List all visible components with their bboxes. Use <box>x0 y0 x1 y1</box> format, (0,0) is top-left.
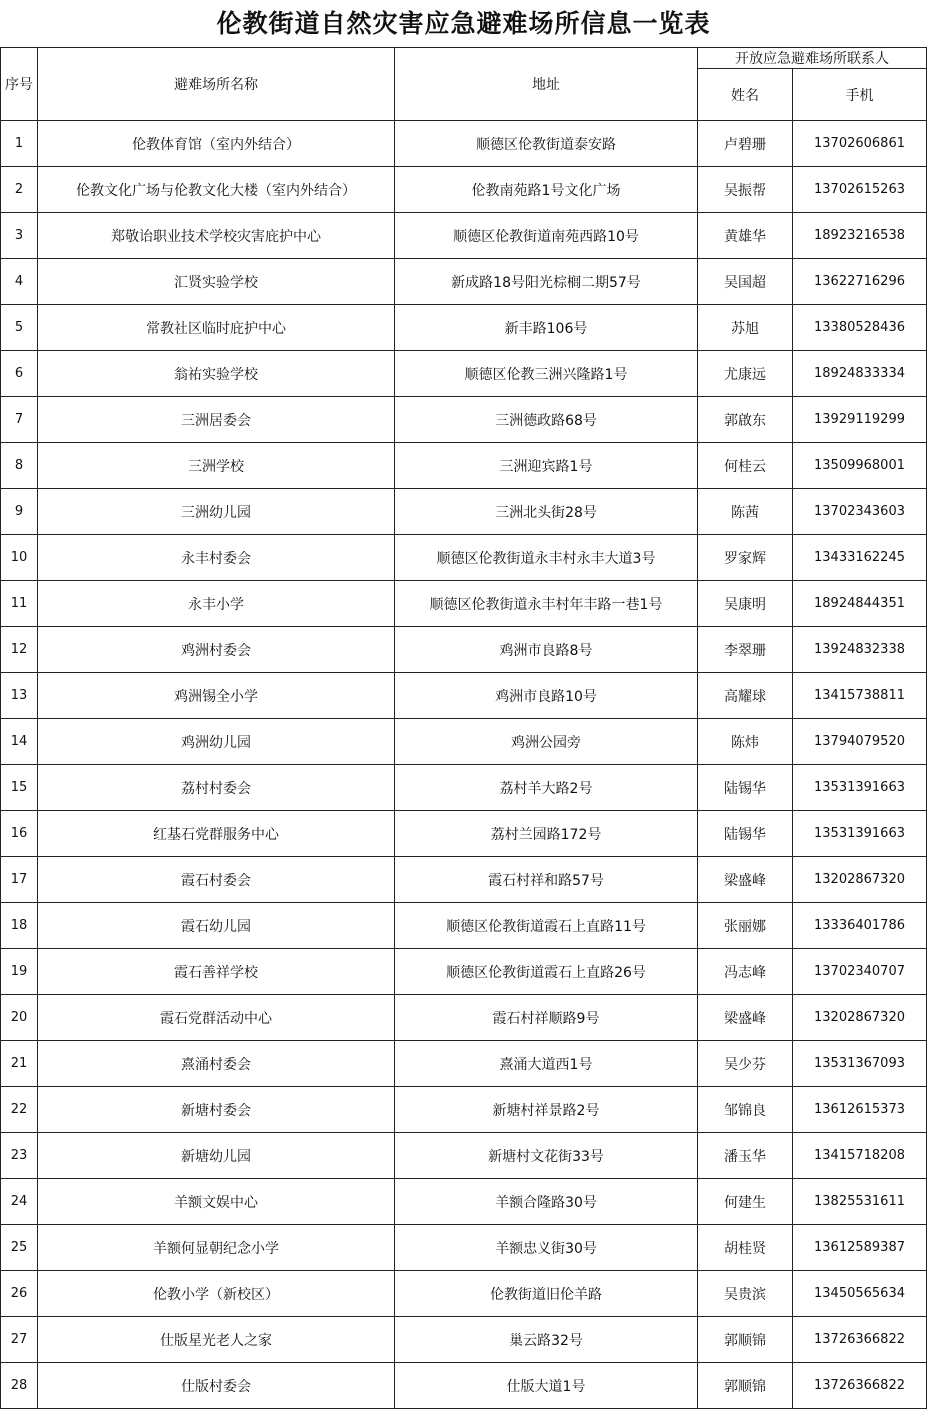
contact-phone: 13531367093 <box>793 1041 927 1087</box>
contact-phone: 13924832338 <box>793 627 927 673</box>
shelter-table <box>0 47 927 1409</box>
table-row <box>1 121 927 167</box>
table-row <box>1 949 927 995</box>
contact-phone: 13612589387 <box>793 1225 927 1271</box>
table-row <box>1 857 927 903</box>
shelter-address: 巢云路32号 <box>395 1317 698 1363</box>
contact-phone: 13794079520 <box>793 719 927 765</box>
header-name: 避难场所名称 <box>38 48 395 121</box>
row-index: 20 <box>1 995 38 1041</box>
row-index: 3 <box>1 213 38 259</box>
shelter-address: 新成路18号阳光棕榈二期57号 <box>395 259 698 305</box>
shelter-address: 顺德区伦教三洲兴隆路1号 <box>395 351 698 397</box>
shelter-address: 新塘村祥景路2号 <box>395 1087 698 1133</box>
table-row <box>1 443 927 489</box>
table-row <box>1 673 927 719</box>
row-index: 9 <box>1 489 38 535</box>
row-index: 1 <box>1 121 38 167</box>
table-row <box>1 719 927 765</box>
shelter-address: 三洲迎宾路1号 <box>395 443 698 489</box>
table-row <box>1 995 927 1041</box>
table-row <box>1 627 927 673</box>
table-row <box>1 1041 927 1087</box>
shelter-name: 郑敬诒职业技术学校灾害庇护中心 <box>38 213 395 259</box>
contact-name: 吴国超 <box>698 259 793 305</box>
shelter-name: 霞石村委会 <box>38 857 395 903</box>
row-index: 6 <box>1 351 38 397</box>
contact-phone: 13702343603 <box>793 489 927 535</box>
shelter-name: 霞石幼儿园 <box>38 903 395 949</box>
contact-name: 吴康明 <box>698 581 793 627</box>
contact-name: 梁盛峰 <box>698 995 793 1041</box>
shelter-name: 三洲居委会 <box>38 397 395 443</box>
row-index: 13 <box>1 673 38 719</box>
table-row <box>1 535 927 581</box>
shelter-name: 三洲幼儿园 <box>38 489 395 535</box>
table-row <box>1 811 927 857</box>
shelter-address: 仕版大道1号 <box>395 1363 698 1409</box>
row-index: 25 <box>1 1225 38 1271</box>
contact-phone: 13726366822 <box>793 1317 927 1363</box>
shelter-name: 翁祐实验学校 <box>38 351 395 397</box>
shelter-address: 顺德区伦教街道南苑西路10号 <box>395 213 698 259</box>
contact-name: 黄雄华 <box>698 213 793 259</box>
row-index: 23 <box>1 1133 38 1179</box>
contact-phone: 13702340707 <box>793 949 927 995</box>
contact-name: 郭啟东 <box>698 397 793 443</box>
shelter-name: 霞石党群活动中心 <box>38 995 395 1041</box>
row-index: 4 <box>1 259 38 305</box>
contact-phone: 18924833334 <box>793 351 927 397</box>
shelter-name: 新塘幼儿园 <box>38 1133 395 1179</box>
contact-name: 胡桂贤 <box>698 1225 793 1271</box>
table-row <box>1 351 927 397</box>
table-row <box>1 581 927 627</box>
shelter-name: 伦教小学（新校区） <box>38 1271 395 1317</box>
shelter-address: 羊额忠义街30号 <box>395 1225 698 1271</box>
shelter-address: 鸡洲市良路8号 <box>395 627 698 673</box>
row-index: 5 <box>1 305 38 351</box>
shelter-name: 永丰小学 <box>38 581 395 627</box>
row-index: 24 <box>1 1179 38 1225</box>
table-row <box>1 1179 927 1225</box>
row-index: 21 <box>1 1041 38 1087</box>
contact-phone: 13415718208 <box>793 1133 927 1179</box>
contact-phone: 13702606861 <box>793 121 927 167</box>
contact-phone: 13612615373 <box>793 1087 927 1133</box>
row-index: 15 <box>1 765 38 811</box>
header-contact-name: 姓名 <box>698 69 793 121</box>
row-index: 28 <box>1 1363 38 1409</box>
shelter-address: 伦教街道旧伦羊路 <box>395 1271 698 1317</box>
contact-phone: 13929119299 <box>793 397 927 443</box>
row-index: 7 <box>1 397 38 443</box>
table-row <box>1 167 927 213</box>
shelter-address: 新丰路106号 <box>395 305 698 351</box>
contact-phone: 13202867320 <box>793 995 927 1041</box>
contact-name: 陆锡华 <box>698 811 793 857</box>
shelter-name: 常教社区临时庇护中心 <box>38 305 395 351</box>
shelter-name: 鸡洲锡全小学 <box>38 673 395 719</box>
contact-name: 梁盛峰 <box>698 857 793 903</box>
shelter-address: 顺德区伦教街道泰安路 <box>395 121 698 167</box>
shelter-name: 鸡洲村委会 <box>38 627 395 673</box>
shelter-name: 羊额何显朝纪念小学 <box>38 1225 395 1271</box>
table-row <box>1 305 927 351</box>
contact-name: 李翠珊 <box>698 627 793 673</box>
table-row <box>1 1087 927 1133</box>
table-row <box>1 765 927 811</box>
shelter-name: 红基石党群服务中心 <box>38 811 395 857</box>
shelter-address: 三洲德政路68号 <box>395 397 698 443</box>
shelter-name: 熹涌村委会 <box>38 1041 395 1087</box>
shelter-address: 荔村羊大路2号 <box>395 765 698 811</box>
row-index: 10 <box>1 535 38 581</box>
contact-name: 吴少芬 <box>698 1041 793 1087</box>
contact-name: 陈炜 <box>698 719 793 765</box>
shelter-address: 羊额合隆路30号 <box>395 1179 698 1225</box>
table-row <box>1 1225 927 1271</box>
contact-phone: 13336401786 <box>793 903 927 949</box>
table-row <box>1 1363 927 1409</box>
contact-phone: 18924844351 <box>793 581 927 627</box>
shelter-name: 伦教体育馆（室内外结合） <box>38 121 395 167</box>
shelter-name: 仕版村委会 <box>38 1363 395 1409</box>
shelter-address: 三洲北头街28号 <box>395 489 698 535</box>
header-contact-group: 开放应急避难场所联系人 <box>698 48 927 69</box>
shelter-name: 永丰村委会 <box>38 535 395 581</box>
shelter-address: 顺德区伦教街道霞石上直路11号 <box>395 903 698 949</box>
shelter-address: 顺德区伦教街道永丰村永丰大道3号 <box>395 535 698 581</box>
table-row <box>1 1271 927 1317</box>
contact-phone: 13509968001 <box>793 443 927 489</box>
shelter-name: 鸡洲幼儿园 <box>38 719 395 765</box>
contact-name: 卢碧珊 <box>698 121 793 167</box>
shelter-name: 荔村村委会 <box>38 765 395 811</box>
table-row <box>1 397 927 443</box>
contact-name: 邹锦良 <box>698 1087 793 1133</box>
contact-phone: 13702615263 <box>793 167 927 213</box>
row-index: 8 <box>1 443 38 489</box>
table-row <box>1 213 927 259</box>
shelter-address: 霞石村祥顺路9号 <box>395 995 698 1041</box>
contact-name: 陆锡华 <box>698 765 793 811</box>
row-index: 26 <box>1 1271 38 1317</box>
contact-phone: 13726366822 <box>793 1363 927 1409</box>
contact-name: 高耀球 <box>698 673 793 719</box>
row-index: 27 <box>1 1317 38 1363</box>
shelter-address: 鸡洲市良路10号 <box>395 673 698 719</box>
contact-phone: 13622716296 <box>793 259 927 305</box>
contact-name: 郭顺锦 <box>698 1317 793 1363</box>
shelter-name: 新塘村委会 <box>38 1087 395 1133</box>
contact-phone: 18923216538 <box>793 213 927 259</box>
contact-name: 潘玉华 <box>698 1133 793 1179</box>
row-index: 19 <box>1 949 38 995</box>
contact-name: 郭顺锦 <box>698 1363 793 1409</box>
contact-name: 吴振帮 <box>698 167 793 213</box>
table-row <box>1 489 927 535</box>
header-index: 序号 <box>1 48 38 121</box>
table-row <box>1 1317 927 1363</box>
table-row <box>1 1133 927 1179</box>
shelter-name: 霞石善祥学校 <box>38 949 395 995</box>
row-index: 12 <box>1 627 38 673</box>
page-title: 伦教街道自然灾害应急避难场所信息一览表 <box>216 9 711 38</box>
contact-phone: 13202867320 <box>793 857 927 903</box>
shelter-address: 霞石村祥和路57号 <box>395 857 698 903</box>
shelter-address: 伦教南苑路1号文化广场 <box>395 167 698 213</box>
contact-name: 罗家辉 <box>698 535 793 581</box>
shelter-address: 新塘村文花街33号 <box>395 1133 698 1179</box>
row-index: 2 <box>1 167 38 213</box>
contact-phone: 13433162245 <box>793 535 927 581</box>
contact-name: 张丽娜 <box>698 903 793 949</box>
header-phone: 手机 <box>793 69 927 121</box>
contact-phone: 13825531611 <box>793 1179 927 1225</box>
shelter-address: 荔村兰园路172号 <box>395 811 698 857</box>
contact-name: 尤康远 <box>698 351 793 397</box>
contact-name: 苏旭 <box>698 305 793 351</box>
shelter-name: 羊额文娱中心 <box>38 1179 395 1225</box>
row-index: 11 <box>1 581 38 627</box>
shelter-name: 伦教文化广场与伦教文化大楼（室内外结合） <box>38 167 395 213</box>
table-row <box>1 903 927 949</box>
contact-name: 陈茜 <box>698 489 793 535</box>
row-index: 18 <box>1 903 38 949</box>
shelter-name: 仕版星光老人之家 <box>38 1317 395 1363</box>
table-row <box>1 259 927 305</box>
row-index: 17 <box>1 857 38 903</box>
contact-phone: 13415738811 <box>793 673 927 719</box>
row-index: 22 <box>1 1087 38 1133</box>
contact-name: 吴贵滨 <box>698 1271 793 1317</box>
shelter-address: 鸡洲公园旁 <box>395 719 698 765</box>
contact-phone: 13380528436 <box>793 305 927 351</box>
shelter-address: 熹涌大道西1号 <box>395 1041 698 1087</box>
contact-name: 何建生 <box>698 1179 793 1225</box>
contact-phone: 13531391663 <box>793 765 927 811</box>
contact-phone: 13531391663 <box>793 811 927 857</box>
contact-name: 何桂云 <box>698 443 793 489</box>
contact-phone: 13450565634 <box>793 1271 927 1317</box>
shelter-name: 三洲学校 <box>38 443 395 489</box>
row-index: 14 <box>1 719 38 765</box>
shelter-name: 汇贤实验学校 <box>38 259 395 305</box>
header-address: 地址 <box>395 48 698 121</box>
row-index: 16 <box>1 811 38 857</box>
contact-name: 冯志峰 <box>698 949 793 995</box>
shelter-address: 顺德区伦教街道永丰村年丰路一巷1号 <box>395 581 698 627</box>
shelter-address: 顺德区伦教街道霞石上直路26号 <box>395 949 698 995</box>
